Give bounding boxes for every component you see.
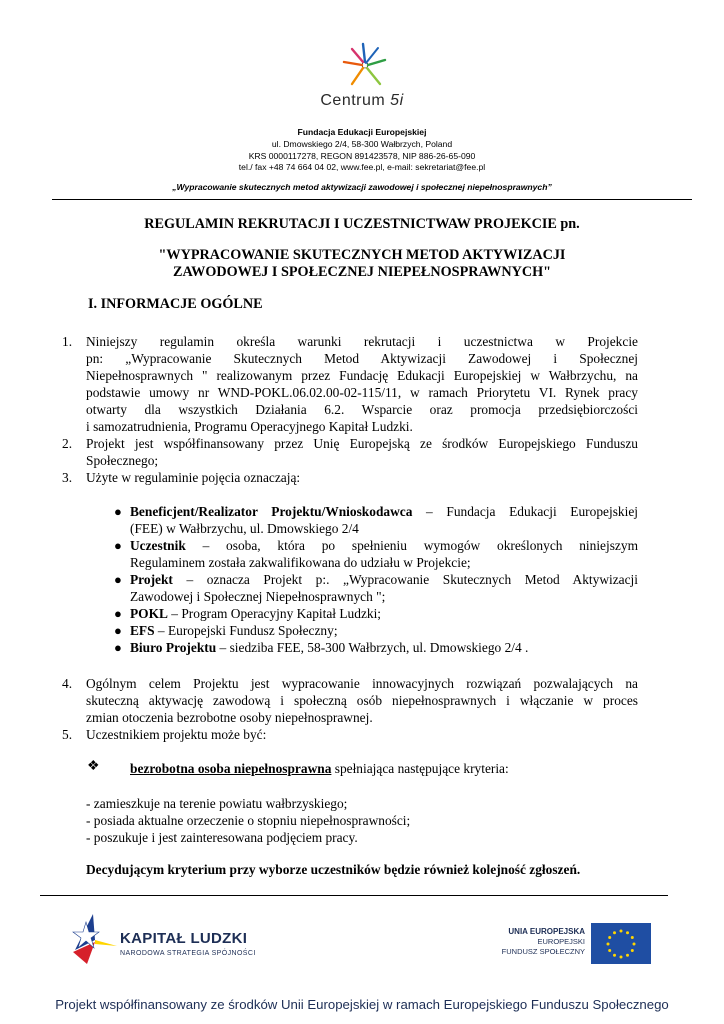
- org-address: ul. Dmowskiego 2/4, 58-300 Wałbrzych, Poland: [271, 139, 453, 149]
- eu-line1: UNIA EUROPEJSKA: [508, 927, 585, 936]
- definition-text: – Program Operacyjny Kapitał Ludzki;: [167, 606, 382, 621]
- item-1-line: Niniejszy regulamin określa warunki rekrutacji i uczestnictwa w Projekcie: [86, 334, 638, 349]
- item-5-line: Uczestnikiem projektu może być:: [86, 727, 267, 742]
- item-1-line: otwarty dla wszystkich Działania 6.2. Wsparcie oraz promocja przedsiębiorczości: [86, 402, 638, 417]
- definition-text: – oznacza Projekt p:. „Wypracowanie Skutecznych Metod Aktywizacji: [172, 572, 638, 587]
- definition-line: Zawodowej i Społecznej Niepełnosprawnych ";: [130, 589, 386, 604]
- item-number: 3.: [62, 470, 73, 485]
- definition-line: [130, 639, 638, 656]
- item-4-line: skuteczną aktywację zawodową i społeczną osób niepełnosprawnych i włączanie w proces: [86, 693, 638, 708]
- item-number: 4.: [62, 676, 73, 691]
- centrum-5i-logo-icon: [330, 40, 400, 90]
- item-2-line: Społecznego;: [86, 453, 159, 468]
- org-contact: tel./ fax +48 74 664 04 02, www.fee.pl, e-mail: sekretariat@fee.pl: [238, 162, 486, 172]
- kapital-ludzki-title: KAPITAŁ LUDZKI: [120, 930, 248, 947]
- logo-name: Centrum: [320, 92, 386, 109]
- item-number: 5.: [62, 727, 73, 742]
- item-1-line: pn: „Wypracowanie Skutecznych Metod Aktywizacji Zawodowej i Społecznej: [86, 351, 638, 366]
- item-number: 2.: [62, 436, 73, 451]
- definition-term: EFS: [130, 623, 155, 638]
- bullet-icon: ●: [114, 538, 122, 553]
- definition-line: [130, 571, 638, 588]
- org-registry: KRS 0000117278, REGON 891423578, NIP 886-26-65-090: [248, 151, 476, 161]
- eu-line2: EUROPEJSKI: [537, 937, 585, 946]
- definition-term: Projekt: [130, 572, 173, 587]
- kapital-ludzki-subtitle: NARODOWA STRATEGIA SPÓJNOŚCI: [120, 950, 256, 957]
- footer-note: Projekt współfinansowany ze środków Unii Europejskiej w ramach Europejskiego Funduszu Społecznego: [55, 997, 669, 1012]
- definition-line: Regulaminem została zakwalifikowana do udziału w Projekcie;: [130, 555, 471, 570]
- criteria-rest: spełniająca następujące kryteria:: [331, 761, 509, 776]
- logo-suffix: 5i: [390, 92, 404, 109]
- definition-term: Uczestnik: [130, 538, 186, 553]
- logo-text: [0, 92, 724, 110]
- final-note: Decydującym kryterium przy wyborze uczestników będzie również kolejność zgłoszeń.: [86, 862, 581, 877]
- bullet-icon: ●: [114, 504, 122, 519]
- criteria-item: - posiada aktualne orzeczenie o stopniu niepełnosprawności;: [86, 813, 411, 828]
- diamond-bullet-icon: ❖: [87, 759, 100, 774]
- criteria-term: bezrobotna osoba niepełnosprawna: [130, 761, 332, 776]
- definition-line: [130, 503, 638, 520]
- bullet-icon: ●: [114, 606, 122, 621]
- definition-line: [130, 622, 638, 639]
- criteria-item: - zamieszkuje na terenie powiatu wałbrzyskiego;: [86, 796, 348, 811]
- definition-text: – siedziba FEE, 58-300 Wałbrzych, ul. Dmowskiego 2/4 .: [216, 640, 529, 655]
- eu-line3: FUNDUSZ SPOŁECZNY: [501, 947, 585, 956]
- item-1-line: podstawie umowy nr WND-POKL.06.02.00-02-115/11, w ramach Priorytetu VI. Rynek pracy: [86, 385, 638, 400]
- header-divider: [52, 199, 692, 200]
- definition-text: – osoba, która po spełnieniu wymogów określonych niniejszym: [185, 538, 638, 553]
- criteria-line: [130, 760, 638, 777]
- definition-line: [130, 537, 638, 554]
- definition-text: – Fundacja Edukacji Europejskiej: [412, 504, 638, 519]
- eu-label: [465, 927, 585, 957]
- section-heading: I. INFORMACJE OGÓLNE: [88, 296, 263, 312]
- bullet-icon: ●: [114, 640, 122, 655]
- org-name: Fundacja Edukacji Europejskiej: [297, 127, 427, 137]
- item-4-line: zmian otoczenia bezrobotne osoby niepełnosprawnej.: [86, 710, 373, 725]
- item-3-line: Użyte w regulaminie pojęcia oznaczają:: [86, 470, 301, 485]
- project-header: „Wypracowanie skutecznych metod aktywizacji zawodowej i społecznej niepełnosprawnych”: [172, 182, 552, 192]
- bullet-icon: ●: [114, 623, 122, 638]
- definition-line: [130, 605, 638, 622]
- footer-divider: [40, 895, 668, 896]
- definition-line: (FEE) w Wałbrzychu, ul. Dmowskiego 2/4: [130, 521, 359, 536]
- item-number: 1.: [62, 334, 73, 349]
- document-title: REGULAMIN REKRUTACJI I UCZESTNICTWAW PROJEKCIE pn.: [144, 216, 580, 232]
- definition-text: – Europejski Fundusz Społeczny;: [154, 623, 338, 638]
- kapital-ludzki-logo-icon: [65, 910, 121, 966]
- project-title-line2: ZAWODOWEJ I SPOŁECZNEJ NIEPEŁNOSPRAWNYCH": [173, 264, 551, 280]
- definition-term: POKL: [130, 606, 168, 621]
- definition-term: Beneficjent/Realizator Projektu/Wnioskodawca: [130, 504, 413, 519]
- item-2-line: Projekt jest współfinansowany przez Unię Europejską ze środków Europejskiego Funduszu: [86, 436, 638, 451]
- item-1-line: i samozatrudnienia, Programu Operacyjnego Kapitał Ludzki.: [86, 419, 413, 434]
- definition-term: Biuro Projektu: [130, 640, 217, 655]
- eu-flag-icon: [591, 923, 651, 964]
- criteria-item: - poszukuje i jest zainteresowana podjęciem pracy.: [86, 830, 358, 845]
- project-title-line1: "WYPRACOWANIE SKUTECZNYCH METOD AKTYWIZACJI: [158, 247, 566, 263]
- item-1-line: Niepełnosprawnych " realizowanym przez Fundację Edukacji Europejskiej w Wałbrzychu, na: [86, 368, 638, 383]
- item-4-line: Ogólnym celem Projektu jest wypracowanie innowacyjnych rozwiązań pozwalających na: [86, 676, 638, 691]
- bullet-icon: ●: [114, 572, 122, 587]
